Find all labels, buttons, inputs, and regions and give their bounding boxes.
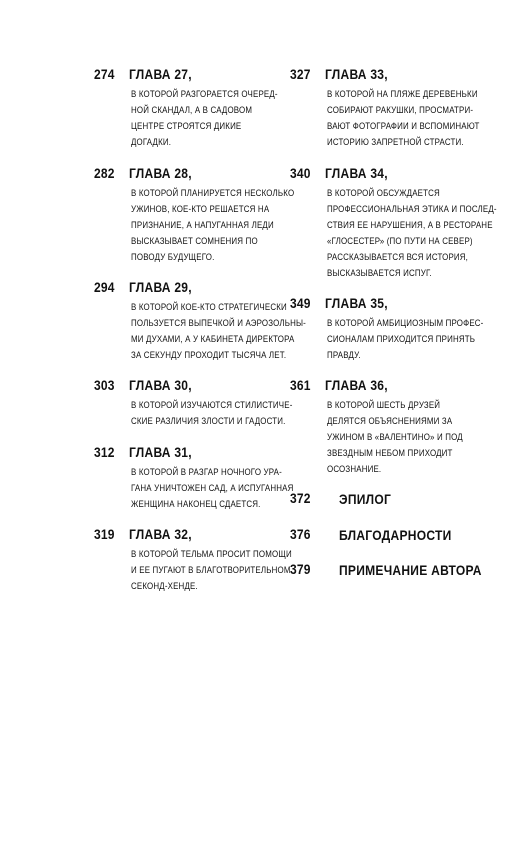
- toc-description-line: ДОГАДКИ.: [131, 137, 172, 147]
- toc-description-line: МИ ДУХАМИ, А У КАБИНЕТА ДИРЕКТОРА: [131, 334, 295, 344]
- toc-page-number: 349: [290, 295, 311, 311]
- toc-description-line: ЗА СЕКУНДУ ПРОХОДИТ ТЫСЯЧА ЛЕТ.: [131, 350, 287, 360]
- toc-description-line: В КОТОРОЙ КОЕ-КТО СТРАТЕГИЧЕСКИ: [131, 302, 287, 312]
- toc-description-line: «ГЛОСЕСТЕР» (ПО ПУТИ НА СЕВЕР): [327, 236, 473, 246]
- toc-description-line: В КОТОРОЙ ОБСУЖДАЕТСЯ: [327, 188, 440, 198]
- toc-chapter-title: ГЛАВА 33,: [325, 66, 388, 82]
- toc-description-line: СИОНАЛАМ ПРИХОДИТСЯ ПРИНЯТЬ: [327, 334, 476, 344]
- toc-description-line: СЕКОНД-ХЕНДЕ.: [131, 581, 198, 591]
- toc-page-number: 379: [290, 561, 311, 577]
- toc-chapter-title: ПРИМЕЧАНИЕ АВТОРА: [339, 562, 482, 578]
- toc-chapter-title: ГЛАВА 34,: [325, 165, 388, 181]
- toc-description-line: ЗВЕЗДНЫМ НЕБОМ ПРИХОДИТ: [327, 448, 453, 458]
- toc-description-line: ГАНА УНИЧТОЖЕН САД, А ИСПУГАННАЯ: [131, 483, 294, 493]
- toc-chapter-description: [327, 86, 500, 150]
- toc-chapter-title: ГЛАВА 30,: [129, 377, 192, 393]
- toc-description-line: ДЕЛЯТСЯ ОБЪЯСНЕНИЯМИ ЗА: [327, 416, 453, 426]
- toc-description-line: ПОВОДУ БУДУЩЕГО.: [131, 252, 215, 262]
- toc-page-number: 372: [290, 490, 311, 506]
- toc-page-number: 312: [94, 444, 115, 460]
- toc-page-number: 282: [94, 165, 115, 181]
- toc-chapter-description: [131, 546, 314, 594]
- toc-description-line: ПРАВДУ.: [327, 350, 361, 360]
- toc-description-line: УЖИНОВ, КОЕ-КТО РЕШАЕТСЯ НА: [131, 204, 270, 214]
- toc-page-number: 303: [94, 377, 115, 393]
- toc-chapter-description: [131, 86, 298, 150]
- toc-description-line: И ЕЕ ПУГАЮТ В БЛАГОТВОРИТЕЛЬНОМ: [131, 565, 291, 575]
- toc-chapter-title: ГЛАВА 35,: [325, 295, 388, 311]
- toc-chapter-description: [327, 397, 481, 477]
- toc-page-number: 319: [94, 526, 115, 542]
- toc-description-line: СКИЕ РАЗЛИЧИЯ ЗЛОСТИ И ГАДОСТИ.: [131, 416, 286, 426]
- toc-chapter-description: [131, 464, 316, 512]
- toc-description-line: В КОТОРОЙ РАЗГОРАЕТСЯ ОЧЕРЕД-: [131, 89, 278, 99]
- toc-description-line: В КОТОРОЙ В РАЗГАР НОЧНОГО УРА-: [131, 467, 282, 477]
- toc-description-line: УЖИНОМ В «ВАЛЕНТИНО» И ПОД: [327, 432, 463, 442]
- toc-description-line: ЦЕНТРЕ СТРОЯТСЯ ДИКИЕ: [131, 121, 242, 131]
- toc-chapter-title: ЭПИЛОГ: [339, 491, 392, 507]
- toc-description-line: В КОТОРОЙ ТЕЛЬМА ПРОСИТ ПОМОЩИ: [131, 549, 292, 559]
- toc-description-line: ВЫСКАЗЫВАЕТ СОМНЕНИЯ ПО: [131, 236, 258, 246]
- toc-chapter-title: ГЛАВА 27,: [129, 66, 192, 82]
- toc-description-line: НОЙ СКАНДАЛ, А В САДОВОМ: [131, 105, 253, 115]
- toc-page-number: 327: [290, 66, 311, 82]
- toc-description-line: ВАЮТ ФОТОГРАФИИ И ВСПОМИНАЮТ: [327, 121, 480, 131]
- toc-chapter-title: ГЛАВА 31,: [129, 444, 192, 460]
- toc-description-line: ПРОФЕССИОНАЛЬНАЯ ЭТИКА И ПОСЛЕД-: [327, 204, 497, 214]
- toc-chapter-title: ГЛАВА 28,: [129, 165, 192, 181]
- toc-description-line: ВЫСКАЗЫВАЕТСЯ ИСПУГ.: [327, 268, 432, 278]
- toc-chapter-title: ГЛАВА 36,: [325, 377, 388, 393]
- toc-page-number: 376: [290, 526, 311, 542]
- toc-chapter-title: ГЛАВА 32,: [129, 526, 192, 542]
- toc-page-number: 274: [94, 66, 115, 82]
- toc-page-number: 361: [290, 377, 311, 393]
- toc-chapter-description: [327, 315, 505, 363]
- toc-page-number: 340: [290, 165, 311, 181]
- toc-description-line: РАССКАЗЫВАЕТСЯ ВСЯ ИСТОРИЯ,: [327, 252, 469, 262]
- toc-description-line: В КОТОРОЙ ИЗУЧАЮТСЯ СТИЛИСТИЧЕ-: [131, 400, 293, 410]
- toc-description-line: В КОТОРОЙ АМБИЦИОЗНЫМ ПРОФЕС-: [327, 318, 484, 328]
- toc-chapter-description: [131, 397, 315, 429]
- toc-chapter-title: БЛАГОДАРНОСТИ: [339, 527, 452, 543]
- toc-description-line: ОСОЗНАНИЕ.: [327, 464, 382, 474]
- toc-description-line: ЖЕНЩИНА НАКОНЕЦ СДАЕТСЯ.: [131, 499, 261, 509]
- toc-description-line: СТВИЯ ЕЕ НАРУШЕНИЯ, А В РЕСТОРАНЕ: [327, 220, 493, 230]
- toc-description-line: В КОТОРОЙ НА ПЛЯЖЕ ДЕРЕВЕНЬКИ: [327, 89, 478, 99]
- toc-chapter-description: [327, 185, 520, 281]
- toc-description-line: В КОТОРОЙ ШЕСТЬ ДРУЗЕЙ: [327, 400, 441, 410]
- toc-description-line: ИСТОРИЮ ЗАПРЕТНОЙ СТРАСТИ.: [327, 137, 464, 147]
- toc-description-line: СОБИРАЮТ РАКУШКИ, ПРОСМАТРИ-: [327, 105, 474, 115]
- toc-chapter-description: [131, 185, 317, 265]
- toc-description-line: ПОЛЬЗУЕТСЯ ВЫПЕЧКОЙ И АЭРОЗОЛЬНЫ-: [131, 318, 306, 328]
- toc-description-line: ПРИЗНАНИЕ, А НАПУГАННАЯ ЛЕДИ: [131, 220, 274, 230]
- toc-page-number: 294: [94, 279, 115, 295]
- toc-description-line: В КОТОРОЙ ПЛАНИРУЕТСЯ НЕСКОЛЬКО: [131, 188, 295, 198]
- toc-chapter-title: ГЛАВА 29,: [129, 279, 192, 295]
